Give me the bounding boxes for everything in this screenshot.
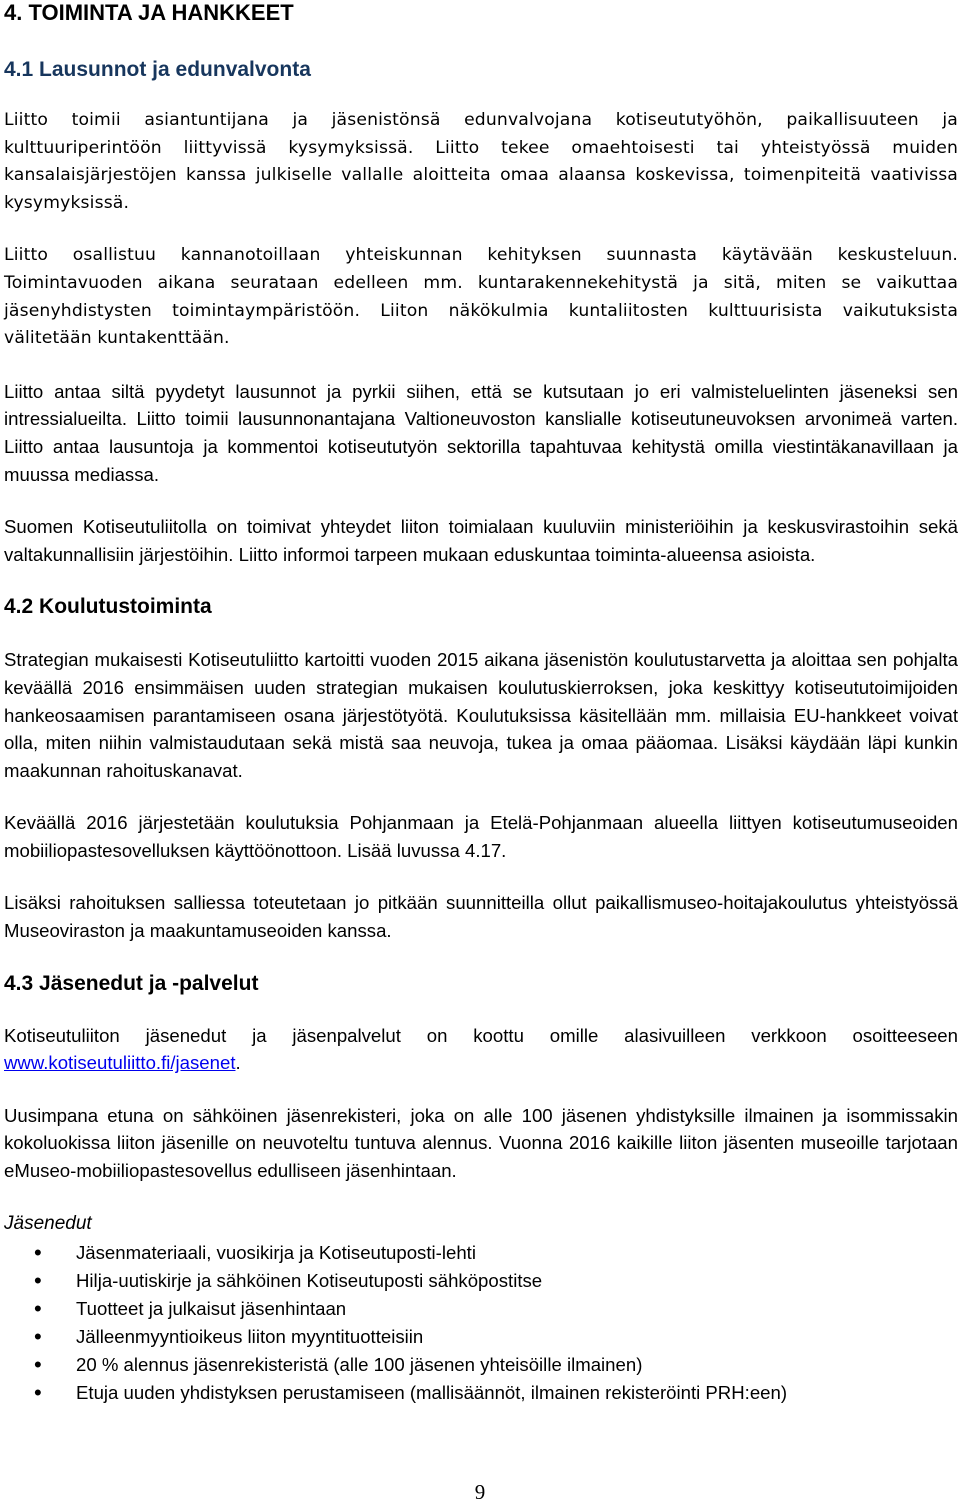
s43-paragraph-1 xyxy=(4,1022,958,1077)
section-title: 4. TOIMINTA JA HANKKEET xyxy=(4,0,294,25)
s43-heading-number: 4. xyxy=(4,971,22,995)
document-page xyxy=(4,0,958,1407)
s42-paragraph-2: Keväällä 2016 järjestetään koulutuksia Pohjanmaan ja Etelä-Pohjanmaan alueella liittyen kotiseutumuseoiden mobiiliopastesovelluksen käyttöönottoon. Lisää luvussa 4.17. xyxy=(4,812,958,861)
s43-heading xyxy=(4,970,958,997)
list-item: • Jäsenmateriaali, vuosikirja ja Kotiseutuposti-lehti xyxy=(4,1239,958,1267)
s42-paragraph-3: Lisäksi rahoituksen salliessa toteutetaan jo pitkään suunnitteilla ollut paikallismuseo-hoitajakoulutus yhteistyössä Museoviraston ja maakuntamuseoiden kanssa. xyxy=(4,892,958,942)
s41-paragraph-2: Liitto osallistuu kannanotoillaan yhteiskunnan kehityksen suunnasta käytävään keskusteluun. Toimintavuoden aikana seurataan edelleen mm. kuntarakennekehitystä ja sitä, miten se vaikuttaa jäsenyhdistysten toimintaympäristöön. Liiton näkökulmia kuntaliitosten kulttuurisista vaikutuksista välitetään kuntakenttään. xyxy=(4,245,958,349)
page-number: 9 xyxy=(474,1480,486,1504)
jasenet-link[interactable]: www.kotiseutuliitto.fi/jasenet xyxy=(4,1052,236,1074)
list-item: • Tuotteet ja julkaisut jäsenhintaan xyxy=(4,1295,958,1323)
s43-paragraph-2: Uusimpana etuna on sähköinen jäsenrekisteri, joka on alle 100 jäsenen yhdistyksille ilmainen ja isommissakin kokoluokissa liiton jäsenille on neuvoteltu tuntuva alennus. Vuonna 2016 kaikille liiton jäsenten museoille tarjotaan eMuseo-mobiiliopastesovellus edulliseen jäsenhintaan. xyxy=(4,1104,958,1182)
s42-heading-text: 2 Koulutustoiminta xyxy=(21,595,212,619)
jasenedut-list xyxy=(4,1239,958,1407)
s41-paragraph-1: Liitto toimii asiantuntijana ja jäsenistönsä edunvalvojana kotiseututyöhön, paikallisuuteen ja kulttuuriperintöön liittyvissä kysymyksissä. Liitto tekee omaehtoisesti tai yhteistyössä muiden kansalaisjärjestöjen kanssa julkiselle vallalle aloitteita omaa alaansa koskevissa, toimenpiteitä vaativissa kysymyksissä. xyxy=(4,110,958,213)
s41-paragraph-4: Suomen Kotiseutuliitolla on toimivat yhteydet liiton toimialaan kuuluviin ministeriöihin ja keskusvirastoihin sekä valtakunnallisiin järjestöihin. Liitto informoi tarpeen mukaan eduskuntaa toiminta-alueensa asioista. xyxy=(4,516,958,565)
s43-paragraph-1-end: . xyxy=(235,1052,241,1074)
s42-heading xyxy=(4,593,958,620)
s41-paragraph-3: Liitto antaa siltä pyydetyt lausunnot ja pyrkii siihen, että se kutsutaan jo eri valmisteluelinten jäseneksi sen intressialueilta. Liitto toimii lausunnonantajana Valtioneuvoston kanslialle kotiseutuneuvoksen arvonimeä varten. Liitto antaa lausuntoja ja kommentoi kotiseututyön sektorilla tapahtuvaa kehitystä omilla viestintäkanavillaan ja muussa mediassa. xyxy=(4,380,958,485)
s42-heading-number: 4. xyxy=(4,595,22,619)
list-item: • Etuja uuden yhdistyksen perustamiseen (mallisäännöt, ilmainen rekisteröinti PRH:een) xyxy=(4,1379,958,1407)
s43-heading-text: 3 Jäsenedut ja -palvelut xyxy=(21,971,259,995)
s42-paragraph-1: Strategian mukaisesti Kotiseutuliitto kartoitti vuoden 2015 aikana jäsenistön koulutustarvetta ja aloittaa sen pohjalta keväällä 2016 ensimmäisen uuden strategian mukaisen koulutuskierroksen, joka keskittyy kotiseututoimijoiden hankeosaamisen parantamiseen osana järjestötyötä. Koulutuksissa käsitellään mm. millaisia EU-hankkeet voivat olla, miten niihin valmistaudutaan sekä mistä saa neuvoja, tukea ja omaa pääomaa. Lisäksi käydään läpi kunkin maakunnan rahoituskanavat. xyxy=(4,649,958,781)
list-item: • 20 % alennus jäsenrekisteristä (alle 100 jäsenen yhteisöille ilmainen) xyxy=(4,1351,958,1379)
list-item: • Hilja-uutiskirje ja sähköinen Kotiseutuposti sähköpostitse xyxy=(4,1267,958,1295)
jasenedut-subheading: Jäsenedut xyxy=(4,1212,92,1234)
s41-heading: 4.1 Lausunnot ja edunvalvonta xyxy=(4,58,311,81)
s43-paragraph-1-text: Kotiseutuliiton jäsenedut ja jäsenpalvelut on koottu omille alasivuilleen verkkoon osoitteeseen xyxy=(4,1024,958,1046)
list-item: • Jälleenmyyntioikeus liiton myyntituotteisiin xyxy=(4,1323,958,1351)
